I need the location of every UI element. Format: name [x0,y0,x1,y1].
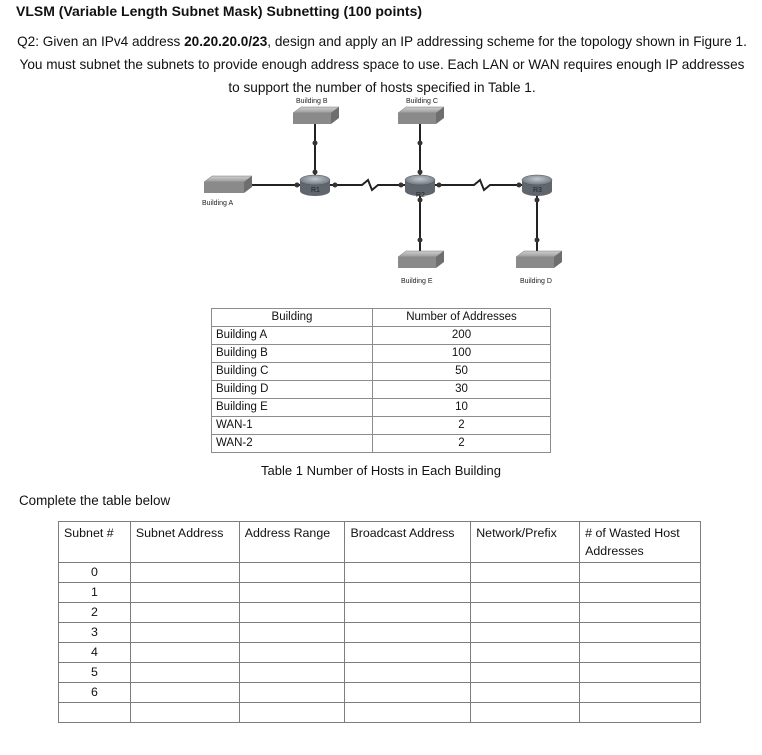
answer-cell[interactable] [345,603,471,623]
table-row [59,643,701,663]
header-subnet-address: Subnet Address [130,522,239,563]
answer-cell[interactable] [239,623,345,643]
label-r1: R1 [311,187,320,194]
answer-cell[interactable] [580,563,701,583]
answer-cell[interactable] [239,683,345,703]
table-row [212,327,551,345]
answer-cell[interactable] [345,563,471,583]
table-row [59,623,701,643]
switch-building-b [293,107,339,124]
answer-cell[interactable] [471,643,580,663]
answer-cell[interactable] [239,643,345,663]
table-row [212,381,551,399]
label-building-b: Building B [296,98,328,105]
wan2-link [435,180,522,190]
answer-cell[interactable] [130,603,239,623]
answer-cell[interactable] [239,603,345,623]
hosts-table-header [212,309,551,327]
header-network-prefix: Network/Prefix [471,522,580,563]
subnet-number-cell: 1 [59,583,131,603]
switch-building-a [204,176,252,193]
subnet-number-cell: 2 [59,603,131,623]
question-paragraph [14,30,750,99]
answer-cell[interactable] [345,663,471,683]
label-building-c: Building C [406,98,438,105]
answer-cell[interactable] [345,703,471,723]
answer-cell[interactable] [580,603,701,623]
answer-cell[interactable] [130,703,239,723]
answer-cell[interactable] [239,583,345,603]
label-building-a: Building A [202,200,234,207]
table-row [59,683,701,703]
answer-cell[interactable] [580,643,701,663]
subnet-number-cell: 0 [59,563,131,583]
answer-cell[interactable] [471,583,580,603]
building-cell: Building C [212,363,373,381]
label-r3: R3 [533,187,542,194]
table-row [59,563,701,583]
addresses-cell: 2 [373,435,551,453]
answer-cell[interactable] [471,663,580,683]
table-row [212,435,551,453]
subnet-number-cell: 5 [59,663,131,683]
subnet-number-cell: 3 [59,623,131,643]
answer-cell[interactable] [580,683,701,703]
answer-cell[interactable] [345,683,471,703]
hosts-table [211,308,551,453]
addresses-cell: 50 [373,363,551,381]
answer-cell[interactable] [580,623,701,643]
building-cell: Building D [212,381,373,399]
answer-cell[interactable] [580,703,701,723]
label-building-e: Building E [401,278,433,285]
table-row [212,417,551,435]
page-heading: VLSM (Variable Length Subnet Mask) Subnetting (100 points) [16,3,423,19]
answer-cell[interactable] [345,623,471,643]
table-row [59,603,701,623]
subnet-number-cell: 6 [59,683,131,703]
subnet-table [58,521,701,723]
answer-cell[interactable] [130,623,239,643]
ip-address: 20.20.20.0/23 [184,34,268,49]
answer-cell[interactable] [130,563,239,583]
answer-cell[interactable] [239,703,345,723]
table-row [59,663,701,683]
switch-building-e [398,251,444,268]
header-address-range: Address Range [239,522,345,563]
table-row [212,363,551,381]
table-row [212,399,551,417]
answer-cell[interactable] [345,583,471,603]
answer-cell[interactable] [471,683,580,703]
answer-cell[interactable] [345,643,471,663]
table-row [59,703,701,723]
answer-cell[interactable] [580,663,701,683]
answer-cell[interactable] [471,603,580,623]
answer-cell[interactable] [471,623,580,643]
question-suffix: , design and apply an IP addressing scheme for the topology shown in Figure 1. You must subnet the subnets to provide enough address space to use. Each LAN or WAN requires enough IP addresses to support the number of hosts specified in Table 1. [19,34,747,95]
answer-cell[interactable] [471,703,580,723]
building-cell: Building B [212,345,373,363]
answer-cell[interactable] [239,663,345,683]
subnet-number-cell [59,703,131,723]
header-broadcast-address: Broadcast Address [345,522,471,563]
addresses-cell: 10 [373,399,551,417]
answer-cell[interactable] [130,583,239,603]
building-cell: WAN-2 [212,435,373,453]
topology-diagram [0,92,762,292]
addresses-cell: 30 [373,381,551,399]
header-subnet-number: Subnet # [59,522,131,563]
table-row [212,345,551,363]
answer-cell[interactable] [239,563,345,583]
building-cell: WAN-1 [212,417,373,435]
header-wasted-hosts: # of Wasted Host Addresses [580,522,701,563]
answer-cell[interactable] [130,663,239,683]
answer-cell[interactable] [580,583,701,603]
addresses-cell: 2 [373,417,551,435]
addresses-cell: 100 [373,345,551,363]
table-caption: Table 1 Number of Hosts in Each Building [261,463,501,478]
addresses-cell: 200 [373,327,551,345]
subnet-number-cell: 4 [59,643,131,663]
building-cell: Building A [212,327,373,345]
building-cell: Building E [212,399,373,417]
wan1-link [330,180,405,190]
switch-building-d [516,251,562,268]
label-r2: R2 [416,192,425,199]
instruction-label: Complete the table below [19,493,171,508]
hosts-header-building: Building [212,309,373,327]
hosts-header-addresses: Number of Addresses [373,309,551,327]
question-prefix: Q2: Given an IPv4 address [17,34,185,49]
answer-cell[interactable] [130,643,239,663]
subnet-table-header [59,522,701,563]
answer-cell[interactable] [130,683,239,703]
switch-building-c [398,107,444,124]
answer-cell[interactable] [471,563,580,583]
label-building-d: Building D [520,278,552,285]
table-row [59,583,701,603]
